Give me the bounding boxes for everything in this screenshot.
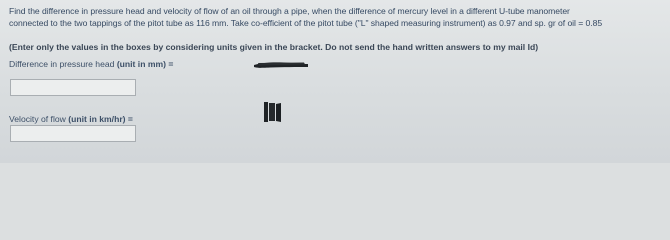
redaction-mark-icon xyxy=(252,58,310,70)
velocity-label-unit: (unit in km/hr) = xyxy=(68,114,133,124)
velocity-label-main: Velocity of flow xyxy=(9,114,69,124)
question-text xyxy=(9,5,664,29)
question-line-1: Find the difference in pressure head and velocity of flow of an oil through a pipe, when the difference of mercury level in a different U-tube manometer xyxy=(9,6,570,16)
instruction-text: (Enter only the values in the boxes by considering units given in the bracket. Do not send the hand written answers to my mail Id) xyxy=(9,42,539,52)
redaction-mark-icon xyxy=(260,100,286,124)
velocity-input[interactable] xyxy=(10,125,136,142)
pressure-head-label-unit: (unit in mm) = xyxy=(116,59,174,69)
pressure-head-label-main: Difference in pressure head xyxy=(9,59,117,69)
pressure-head-input[interactable] xyxy=(10,79,136,96)
question-line-2: connected to the two tappings of the pitot tube as 116 mm. Take co-efficient of the pitot tube ("L" shaped measuring instrument) as 0.97 and sp. gr of oil = 0.85 xyxy=(9,18,603,28)
pressure-head-label xyxy=(9,59,173,69)
velocity-label xyxy=(9,114,133,124)
